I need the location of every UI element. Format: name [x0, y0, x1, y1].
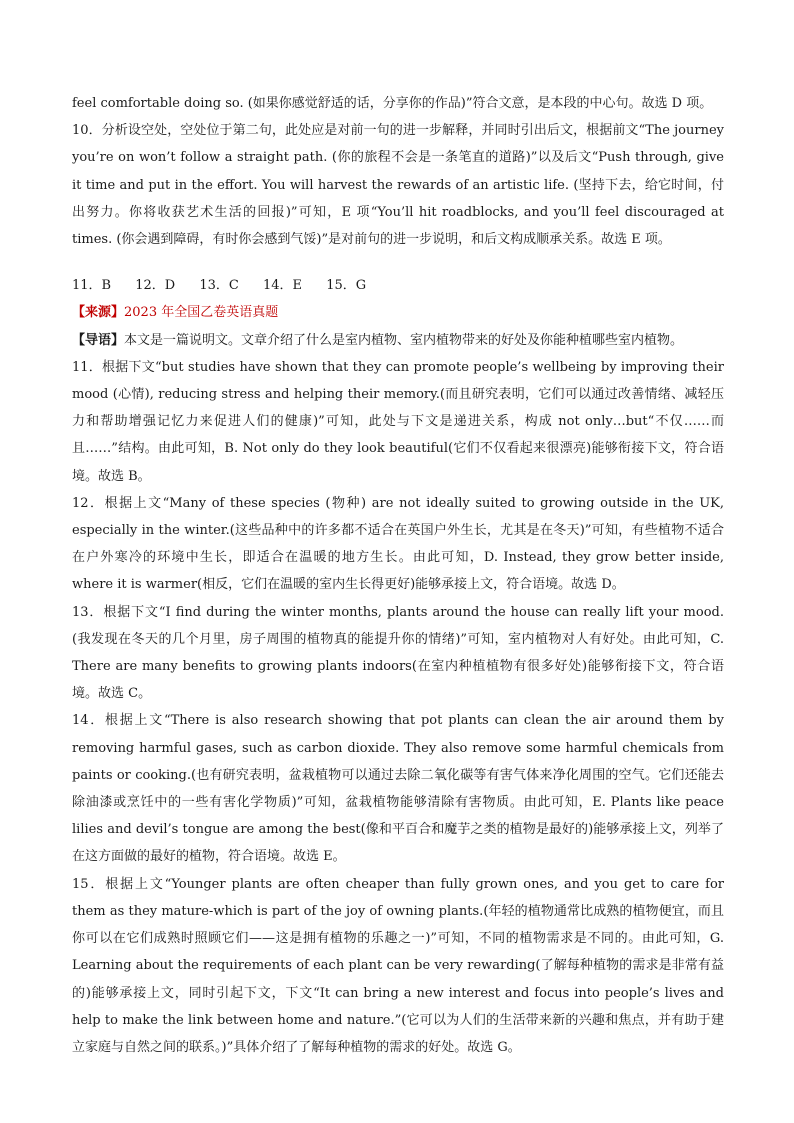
q13-explanation: 13．根据下文“I find during the winter months, plants around the house can really lift your mood.(我发现在冬天的几个月里，房子周围的植物真的能提升你的情绪)”可知，室内植物对人有好处。由此可知，C. There are many benefits to growing plants indoors(在室内种植植物有很多好处)能够衔接下文，符合语境。故选 C。: [72, 604, 724, 702]
guide-text: 本文是一篇说明文。文章介绍了什么是室内植物、室内植物带来的好处及你能种植哪些室内植物。: [124, 332, 684, 348]
q14-explanation: 14．根据上文“There is also research showing that pot plants can clean the air around them by removing harmful gases, such as carbon dioxide. They also remove some harmful chemicals from paints or cooking.(也有研究表明，盆栽植物可以通过去除二氧化碳等有害气体来净化周围的空气。它们还能去除油漆或烹饪中的一些有害化学物质)”可知，盆栽植物能够清除有害物质。由此可知，E. Plants like peace lilies and devil’s tongue are among the best(像和平百合和魔芋之类的植物是最好的)能够承接上文，列举了在这方面做的最好的植物，符合语境。故选 E。: [72, 713, 724, 865]
q10-explanation: 10．分析设空处，空处位于第二句，此处应是对前一句的进一步解释，并同时引出后文，根据前文“The journey you’re on won’t follow a straight path. (你的旅程不会是一条笔直的道路)”以及后文“Push through, give it time and put in the effort. You will harvest the rewards of an artistic life. (坚持下去，给它时间，付出努力。你将收获艺术生活的回报)”可知，E 项“You’ll hit roadblocks, and you’ll feel discouraged at times. (你会遇到障碍，有时你会感到气馁)”是对前句的进一步说明，和后文构成顺承关系。故选 E 项。: [72, 123, 724, 248]
guide-line: [72, 327, 724, 354]
answer-key: [72, 272, 724, 299]
spacer: [72, 253, 724, 272]
q9-explanation-tail: feel comfortable doing so. (如果你感觉舒适的话，分享你的作品)”符合文意，是本段的中心句。故选 D 项。: [72, 96, 713, 111]
document-page: [72, 90, 724, 1061]
answer-12: 12．D: [135, 278, 176, 294]
q11-explanation: 11．根据下文“but studies have shown that they can promote people’s wellbeing by improving their mood (心情), reducing stress and helping their memory.(而且研究表明，它们可以通过改善情绪、减轻压力和帮助增强记忆力来促进人们的健康)”可知，此处与下文是递进关系，构成 not only…but“不仅……而且……”结构。由此可知，B. Not only do they look beautiful(它们不仅看起来很漂亮)能够衔接下文，符合语境。故选 B。: [72, 359, 725, 484]
q15-explanation: 15．根据上文“Younger plants are often cheaper than fully grown ones, and you get to care for them as they mature-which is part of the joy of owning plants.(年轻的植物通常比成熟的植物便宜，而且你可以在它们成熟时照顾它们——这是拥有植物的乐趣之一)”可知，不同的植物需求是不同的。由此可知，G. Learning about the requirements of each plant can be very rewarding(了解每种植物的需求是非常有益的)能够承接上文，同时引起下文，下文“It can bring a new interest and focus into people’s lives and help to make the link between home and nature.”(它可以为人们的生活带来新的兴趣和焦点，并有助于建立家庭与自然之间的联系。)”具体介绍了了解每种植物的需求的好处。故选 G。: [72, 876, 724, 1055]
source-line: [72, 299, 724, 326]
answer-11: 11．B: [72, 278, 112, 294]
answer-14: 14．E: [263, 278, 303, 294]
answer-13: 13．C: [199, 278, 239, 294]
q12-explanation: 12．根据上文“Many of these species (物种) are not ideally suited to growing outside in the UK, especially in the winter.(这些品种中的许多都不适合在英国户外生长，尤其是在冬天)”可知，有些植物不适合在户外寒冷的环境中生长，即适合在温暖的地方生长。由此可知，D. Instead, they grow better inside, where it is warmer(相反，它们在温暖的室内生长得更好)能够承接上文，符合语境。故选 D。: [72, 495, 724, 593]
answer-15: 15．G: [326, 278, 367, 294]
guide-label: 【导语】: [72, 332, 125, 348]
source-text: 2023 年全国乙卷英语真题: [124, 305, 279, 321]
source-label: 【来源】: [72, 305, 125, 321]
